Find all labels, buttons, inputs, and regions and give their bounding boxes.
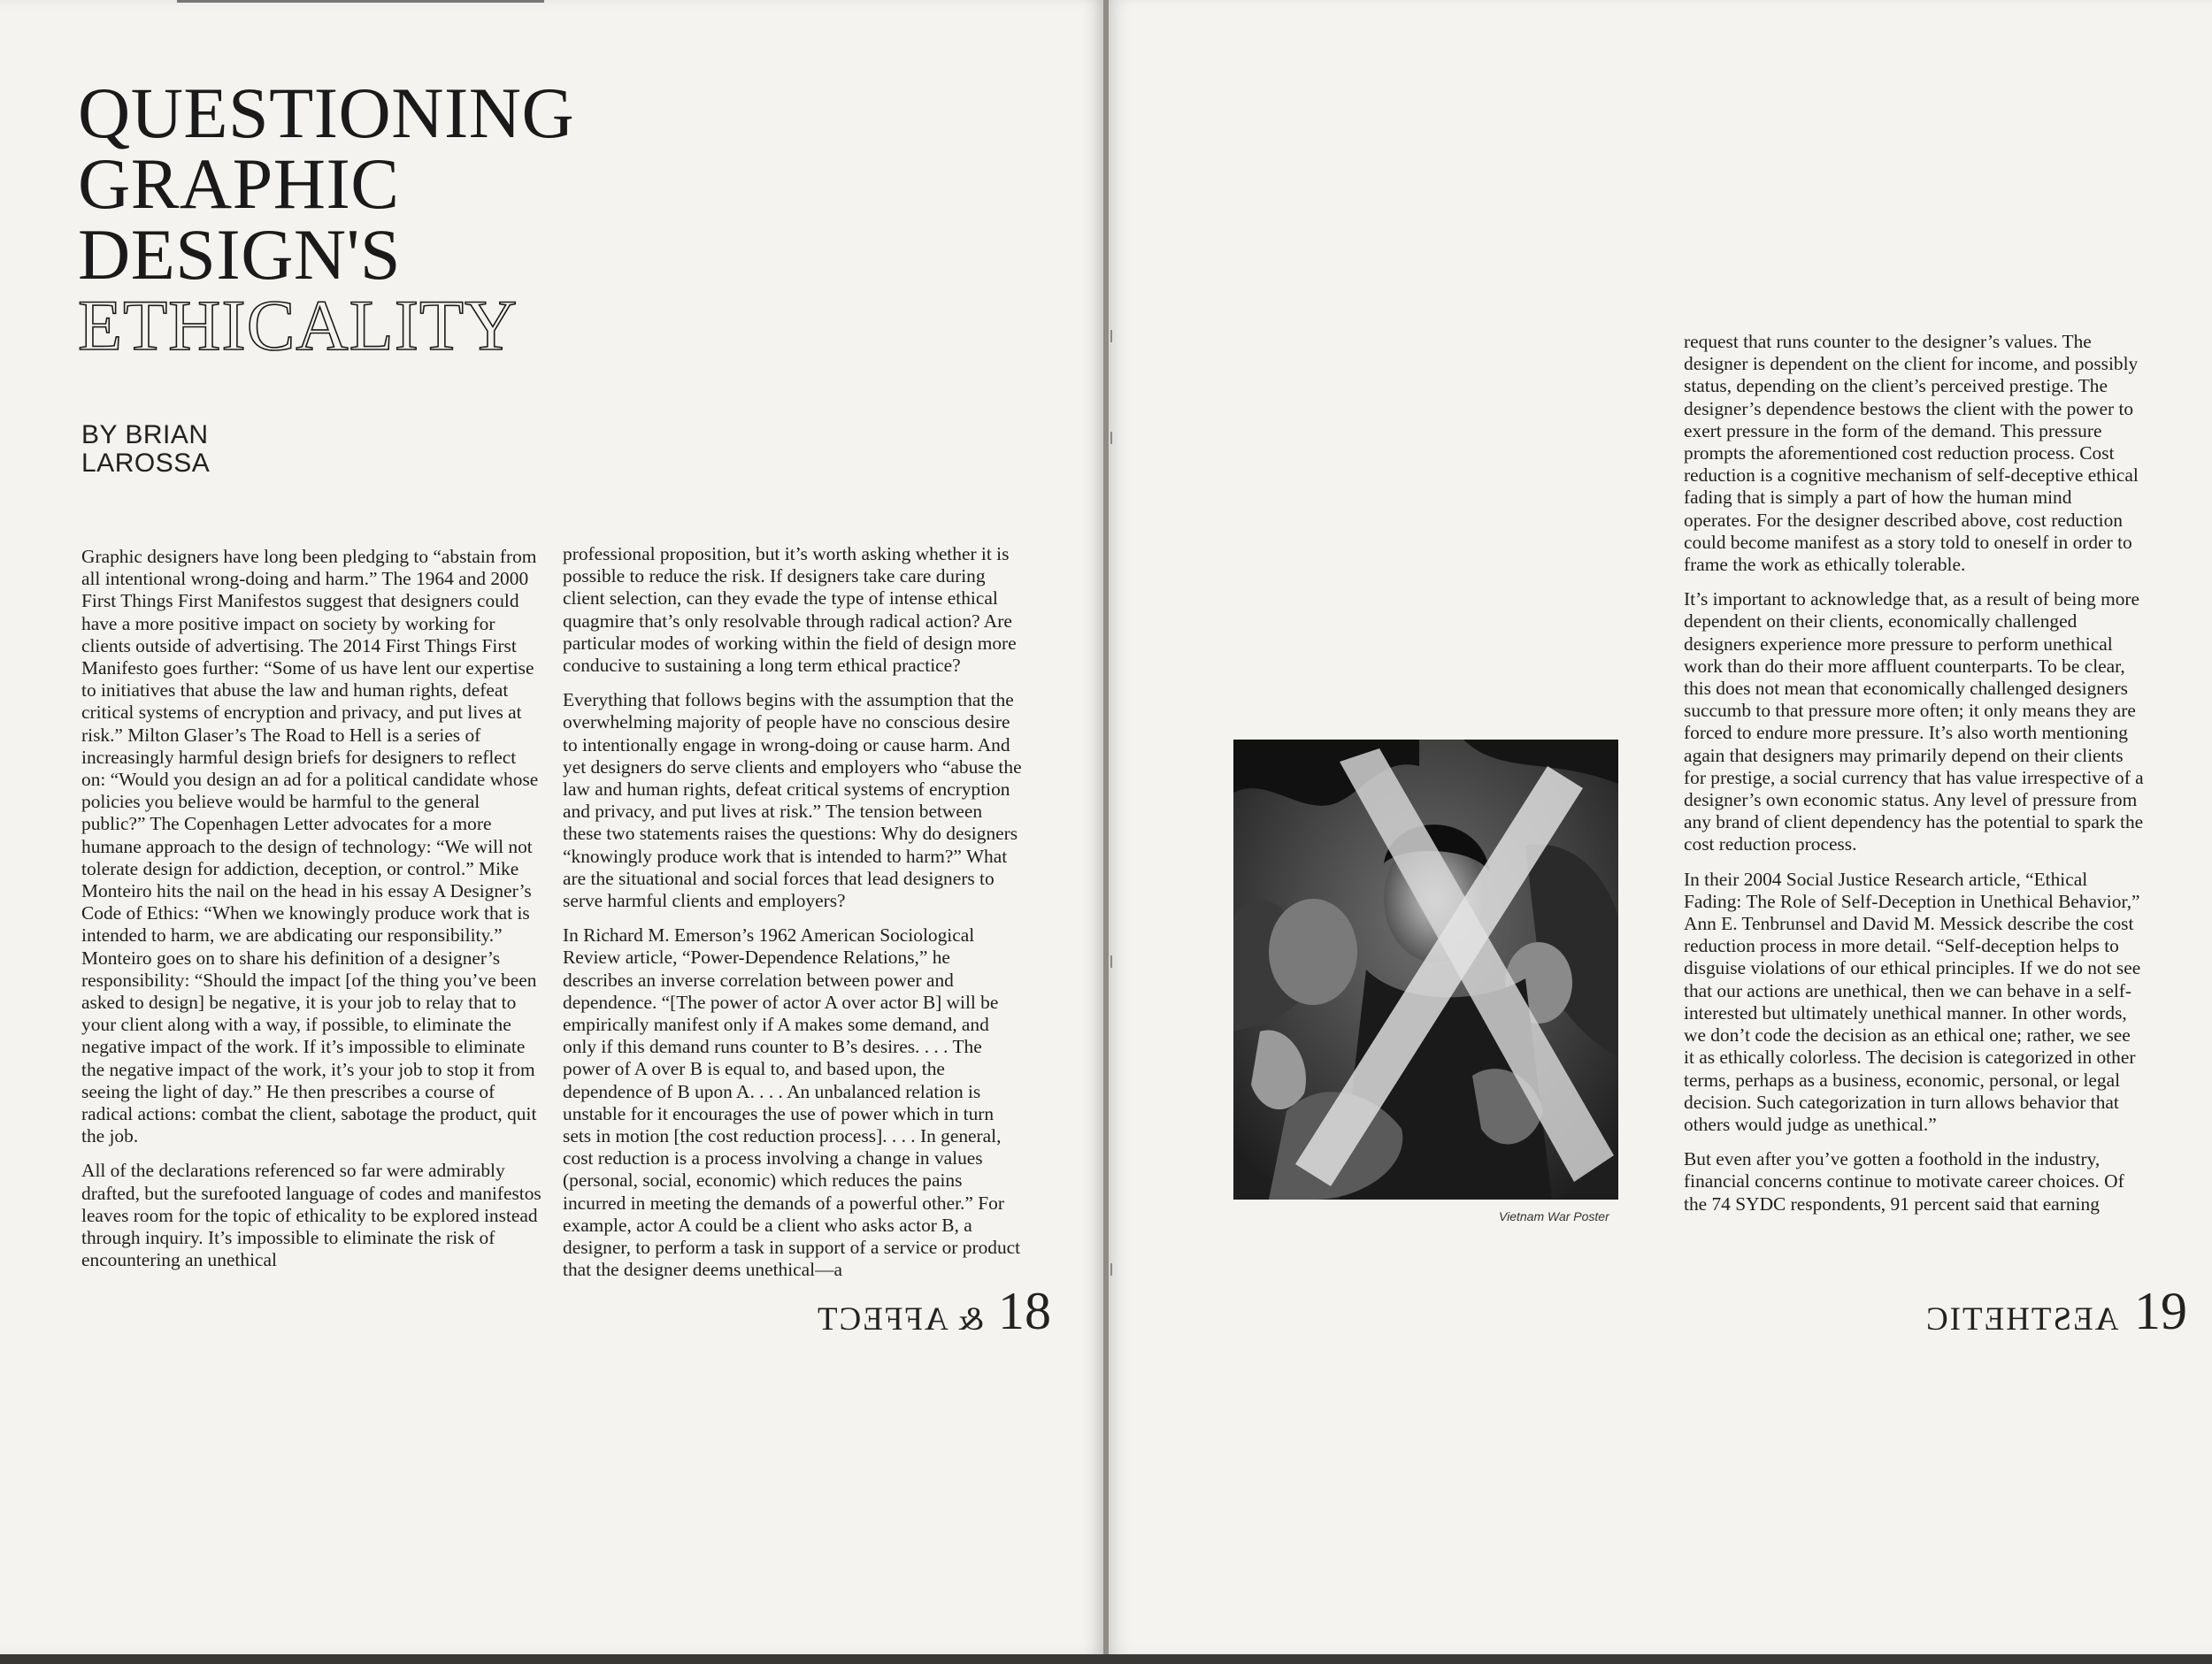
byline xyxy=(81,421,210,478)
folio-label-right: AESTHETIC xyxy=(1924,1301,2119,1338)
left-page xyxy=(0,0,1103,1654)
top-rule xyxy=(177,0,544,3)
byline-line-1: BY BRIAN xyxy=(81,420,209,449)
paragraph: All of the declarations referenced so far were admirably drafted, but the surefooted language of codes and manifestos leaves room for the topic of ethicality to be explored instead through inquiry. It’s impossible to eliminate the risk of encountering an unethical xyxy=(81,1160,541,1271)
page-number-right: 19 xyxy=(2134,1282,2187,1340)
body-column-2 xyxy=(563,543,1023,1294)
paragraph: professional proposition, but it’s worth asking whether it is possible to reduce the risk. If designers take care during client selection, can they evade the type of intense ethical quagmire that’s only resolvable through radical action? Are particular modes of working within the field of design more conducive to sustaining a long term ethical practice? xyxy=(563,543,1017,677)
paragraph: Graphic designers have long been pledging to “abstain from all intentional wrong-doing and harm.” The 1964 and 2000 First Things First Manifestos suggest that designers could have a more positive impact on society by working for clients outside of advertising. The 2014 First Things First Manifesto goes further: “Some of us have lent our expertise to initiatives that abuse the law and human rights, defeat critical systems of encryption and privacy, and put lives at risk.” Milton Glaser’s The Road to Hell is a series of increasingly harmful design briefs for designers to reflect on: “Would you design an ad for a political candidate whose policies you believe would be harmful to the general public?” The Copenhagen Letter advocates for a more humane approach to the design of technology: “We will not tolerate design for addiction, deception, or control.” Mike Monteiro hits the nail on the head in his essay A Designer’s Code of Ethics: “When we knowingly produce work that is intended to harm, we are abdicating our responsibility.” Monteiro goes on to share his definition of a designer’s responsibility: “Should the impact [of the thing you’ve been asked to design] be negative, it is your job to relay that to your client along with a way, if possible, to eliminate the negative impact of the work. If it’s impossible to eliminate the negative impact of the work, it’s your job to stop it from seeing the light of day.” He then prescribes a course of radical actions: combat the client, sabotage the product, quit the job. xyxy=(81,546,539,1147)
paragraph: Everything that follows begins with the assumption that the overwhelming majority of people have no conscious desire to intentionally engage in wrong-doing or cause harm. And yet designers do serve clients and employers who “abuse the law and human rights, defeat critical systems of encryption and privacy, and put lives at risk.” The tension between these two statements raises the questions: Why do designers “knowingly produce work that is intended to harm?” What are the situational and social forces that lead designers to serve harmful clients and employers? xyxy=(563,689,1022,912)
image-caption: Vietnam War Poster xyxy=(1499,1209,1609,1223)
book-bottom-edge xyxy=(0,1654,2212,1664)
vietnam-war-poster-image xyxy=(1233,740,1618,1200)
body-column-1 xyxy=(81,546,541,1284)
paragraph: request that runs counter to the designer’s values. The designer is dependent on the client for income, and possibly status, depending on the client’s perceived prestige. The designer’s dependence bestows the client with the power to exert pressure in the form of the demand. This pressure prompts the aforementioned cost reduction process. Cost reduction is a cognitive mechanism of self-deceptive ethical fading that is simply a part of how the human mind operates. For the designer described above, cost reduction could become manifest as a story told to oneself in order to frame the work as ethically tolerable. xyxy=(1684,331,2139,576)
binding-tick xyxy=(1110,955,1112,968)
binding-tick xyxy=(1110,330,1112,342)
body-column-3 xyxy=(1684,331,2144,1228)
binding-tick xyxy=(1110,1263,1112,1276)
title-line-3: DESIGN'S xyxy=(78,214,402,295)
page-number-left: 18 xyxy=(998,1282,1051,1340)
folio-label-left: & AFFECT xyxy=(816,1301,984,1338)
article-title xyxy=(78,73,575,365)
byline-line-2: LAROSSA xyxy=(81,449,211,478)
binding-tick xyxy=(1110,432,1112,444)
title-line-4-outline: ETHICALITY xyxy=(78,285,518,365)
paragraph: In Richard M. Emerson’s 1962 American Sociological Review article, “Power-Dependence Relations,” he describes an inverse correlation between power and dependence. “[The power of actor A over actor B] will be empirically manifest only if A makes some demand, and only if this demand runs counter to B’s desires. . . . The power of A over B is equal to, and based upon, the dependence of B upon A. . . . An unbalanced relation is unstable for it encourages the use of power which in turn sets in motion [the cost reduction process]. . . . In general, cost reduction is a process involving a change in values (personal, social, economic) which reduces the pains incurred in meeting the demands of a powerful other.” For example, actor A could be a client who asks actor B, a designer, to perform a task in support of a service or product that the designer deems unethical—a xyxy=(563,924,1021,1281)
title-line-2: GRAPHIC xyxy=(78,143,400,224)
poster-illustration xyxy=(1233,740,1618,1200)
paragraph: In their 2004 Social Justice Research article, “Ethical Fading: The Role of Self-Deception in Unethical Behavior,” Ann E. Tenbrunsel and David M. Messick describe the cost reduction process in more detail. “Self-deception helps to disguise violations of our ethical principles. If we do not see that our actions are unethical, then we can behave in a self-interested but ultimately unethical manner. In other words, we don’t code the decision as an ethical one; rather, we see it as ethically colorless. The decision is categorized in other terms, perhaps as a business, economic, personal, or legal decision. Such categorization in turn allows behavior that others would judge as unethical.” xyxy=(1684,868,2141,1135)
title-line-1: QUESTIONING xyxy=(78,73,575,153)
paragraph: It’s important to acknowledge that, as a result of being more dependent on their clients, economically challenged designers experience more pressure to perform unethical work than do their more affluent counterparts. To be clear, this does not mean that economically challenged designers succumb to that pressure more often; it only means they are forced to endure more pressure. It’s also worth mentioning again that designers may primarily depend on their clients for prestige, a social currency that has value irrespective of a designer’s own economic status. Any level of pressure from any brand of client dependency has the potential to spark the cost reduction process. xyxy=(1684,588,2144,855)
paragraph: But even after you’ve gotten a foothold in the industry, financial concerns continue to motivate career choices. Of the 74 SYDC respondents, 91 percent said that earning xyxy=(1684,1148,2124,1215)
